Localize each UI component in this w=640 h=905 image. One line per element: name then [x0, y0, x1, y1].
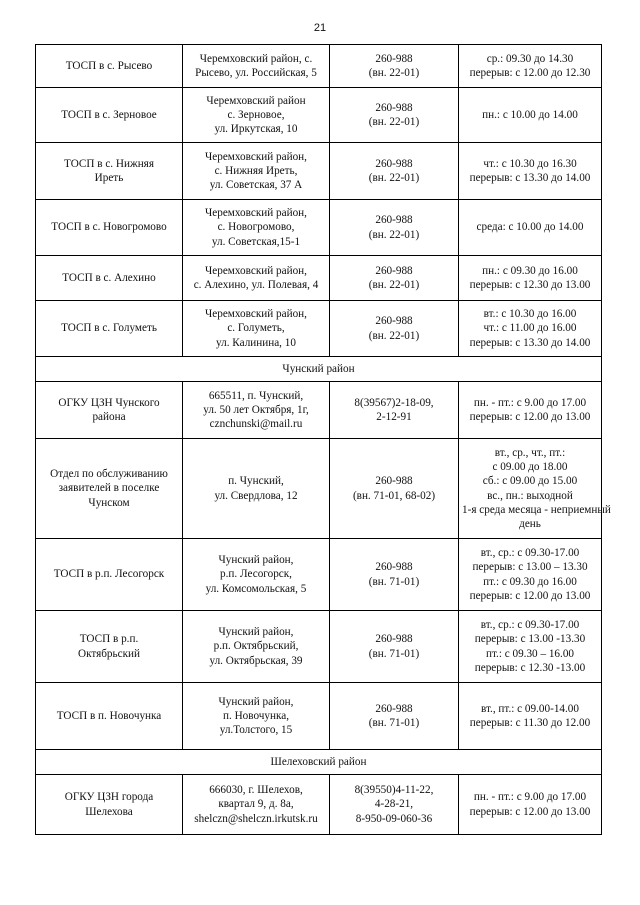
office-name-cell: [36, 439, 183, 539]
office-name-cell: [36, 143, 183, 200]
offices-table-body: [36, 45, 611, 835]
office-address-line: ул.Толстого, 15: [219, 724, 293, 737]
office-name-cell: [36, 88, 183, 143]
office-hours-line: вт., ср., чт., пт.:: [494, 446, 566, 459]
office-address-line: ул. Иркутская, 10: [214, 123, 298, 136]
office-hours-line: вт., ср.: с 09.30-17.00: [480, 546, 580, 559]
office-name-cell: [36, 539, 183, 611]
office-row: [36, 45, 602, 88]
office-phone-line: 260-988: [375, 633, 413, 646]
office-hours-cell: [459, 611, 602, 683]
office-hours-line: перерыв: с 11.30 до 12.00: [469, 717, 591, 729]
office-phone-cell: [330, 611, 459, 683]
office-row: [36, 683, 602, 750]
office-hours-line: пт.: с 09.30 – 16.00: [485, 647, 575, 660]
office-name-line: ТОСП в с. Голуметь: [61, 322, 157, 335]
office-phone-line: 260-988: [375, 475, 413, 488]
office-hours-line: пн. - пт.: с 9.00 до 17.00: [473, 791, 587, 804]
office-hours-line: перерыв: с 12.00 до 12.30: [469, 67, 591, 79]
office-hours-cell: [459, 256, 602, 301]
office-address-line: 666030, г. Шелехов,: [209, 784, 303, 796]
office-address-cell: [183, 611, 330, 683]
office-address-line: р.п. Лесогорск,: [220, 568, 292, 581]
office-address-cell: [183, 200, 330, 256]
office-hours-line: перерыв: с 12.30 -13.00: [474, 661, 586, 674]
office-hours-line: перерыв: с 13.00 -13.30: [474, 633, 586, 646]
office-phone-cell: [330, 88, 459, 143]
office-phone-line: 4-28-21,: [374, 798, 414, 811]
office-name-cell: [36, 200, 183, 256]
office-hours-line: перерыв: с 13.30 до 14.00: [469, 336, 591, 349]
office-row: [36, 301, 602, 357]
office-hours-line: перерыв: с 13.30 до 14.00: [469, 172, 591, 184]
office-phone-cell: [330, 683, 459, 750]
office-phone-cell: [330, 382, 459, 439]
office-name-cell: [36, 45, 183, 88]
office-hours-line: перерыв: с 12.30 до 13.00: [469, 279, 591, 291]
office-name-cell: [36, 256, 183, 301]
office-phone-cell: [330, 539, 459, 611]
office-address-line: ул. Комсомольская, 5: [205, 582, 307, 595]
office-hours-line: перерыв: с 12.00 до 13.00: [469, 589, 591, 602]
district-header-row: [36, 357, 602, 382]
office-phone-line: 260-988: [375, 315, 413, 328]
office-address-line: ул. Свердлова, 12: [214, 489, 298, 502]
office-phone-line: (вн. 71-01, 68-02): [352, 489, 436, 502]
office-address-line: квартал 9, д. 8а,: [218, 798, 294, 811]
office-hours-line: вт.: с 10.30 до 16.00: [483, 308, 577, 320]
office-row: [36, 775, 602, 835]
office-phone-line: 260-988: [375, 101, 413, 114]
office-address-line: с. Голуметь,: [227, 322, 285, 335]
office-address-line: р.п. Октябрьский,: [213, 640, 299, 653]
office-phone-line: 8-950-09-060-36: [355, 812, 433, 825]
office-phone-line: (вн. 22-01): [368, 279, 420, 291]
office-hours-line: сб.: с 09.00 до 15.00: [482, 475, 578, 488]
office-address-cell: [183, 88, 330, 143]
office-phone-line: 260-988: [375, 702, 413, 715]
office-address-line: Чунский район,: [218, 554, 294, 566]
office-hours-line: чт.: с 11.00 до 16.00: [483, 322, 577, 335]
office-phone-cell: [330, 45, 459, 88]
office-hours-line: день: [519, 518, 541, 531]
office-hours-line: среда: с 10.00 до 14.00: [476, 221, 584, 234]
office-phone-line: (вн. 22-01): [368, 329, 420, 342]
office-phone-line: (вн. 22-01): [368, 172, 420, 184]
district-title: Шелеховский район: [36, 750, 602, 775]
office-address-cell: [183, 539, 330, 611]
office-name-line: заявителей в поселке: [58, 482, 160, 495]
office-name-cell: [36, 611, 183, 683]
office-name-cell: [36, 382, 183, 439]
office-hours-cell: [459, 439, 611, 539]
office-address-cell: [183, 439, 330, 539]
office-name-line: ОГКУ ЦЗН города: [64, 791, 154, 804]
office-hours-line: перерыв: с 13.00 – 13.30: [472, 561, 588, 574]
office-address-line: ул. Советская,15-1: [211, 235, 301, 248]
office-address-cell: [183, 683, 330, 750]
office-name-line: Чунском: [88, 496, 130, 509]
office-address-line: 665511, п. Чунский,: [208, 389, 304, 402]
office-hours-cell: [459, 200, 602, 256]
office-address-line: ул. Октябрьская, 39: [209, 654, 303, 667]
office-hours-cell: [459, 775, 602, 835]
office-name-line: ТОСП в с. Новогромово: [51, 221, 167, 234]
office-phone-line: 8(39567)2-18-09,: [354, 396, 434, 409]
office-phone-line: 2-12-91: [376, 411, 412, 423]
office-address-cell: [183, 45, 330, 88]
office-phone-line: 8(39550)4-11-22,: [354, 784, 434, 796]
office-hours-line: пн. - пт.: с 9.00 до 17.00: [473, 396, 587, 409]
office-address-cell: [183, 143, 330, 200]
office-address-line: Черемховский район, с.: [199, 52, 313, 65]
office-address-line: п. Чунский,: [228, 475, 284, 488]
office-name-line: ТОСП в с. Зерновое: [61, 108, 157, 121]
office-address-line: с. Зерновое,: [227, 108, 285, 121]
office-row: [36, 256, 602, 301]
office-address-line: Черемховский район,: [205, 150, 307, 163]
office-name-line: ТОСП в с. Рысево: [65, 59, 153, 72]
district-header-row: [36, 750, 602, 775]
office-hours-line: чт.: с 10.30 до 16.30: [483, 157, 577, 170]
office-phone-line: (вн. 22-01): [368, 228, 420, 241]
office-name-cell: [36, 683, 183, 750]
office-hours-cell: [459, 88, 602, 143]
office-address-line: Черемховский район,: [205, 264, 307, 277]
office-phone-cell: [330, 256, 459, 301]
office-row: [36, 439, 602, 539]
office-address-line: shelczn@shelczn.irkutsk.ru: [194, 812, 318, 825]
office-address-line: п. Новочунка,: [223, 709, 289, 722]
office-phone-line: (вн. 71-01): [368, 717, 420, 729]
office-hours-line: перерыв: с 12.00 до 13.00: [469, 411, 591, 423]
office-name-cell: [36, 301, 183, 357]
office-name-line: Шелехова: [85, 805, 133, 818]
office-phone-cell: [330, 200, 459, 256]
office-row: [36, 88, 602, 143]
office-phone-line: (вн. 71-01): [368, 575, 420, 588]
office-address-line: ул. Калинина, 10: [216, 336, 296, 349]
office-name-line: ТОСП в п. Новочунка: [56, 709, 162, 722]
office-hours-cell: [459, 143, 602, 200]
office-address-cell: [183, 775, 330, 835]
office-row: [36, 200, 602, 256]
office-hours-cell: [459, 301, 602, 357]
office-phone-line: 260-988: [375, 157, 413, 170]
office-address-cell: [183, 382, 330, 439]
office-phone-line: 260-988: [375, 214, 413, 227]
offices-table: [35, 44, 611, 835]
office-address-line: Черемховский район,: [205, 207, 307, 219]
office-name-line: Иреть: [94, 172, 124, 184]
office-phone-cell: [330, 301, 459, 357]
office-hours-cell: [459, 683, 602, 750]
office-name-cell: [36, 775, 183, 835]
page-number: 21: [313, 22, 327, 34]
office-phone-cell: [330, 143, 459, 200]
office-hours-line: 1-я среда месяца - неприемный: [462, 503, 611, 516]
office-hours-line: пн.: с 10.00 до 14.00: [482, 108, 578, 121]
office-hours-cell: [459, 45, 602, 88]
office-address-line: с. Новогромово,: [217, 221, 295, 234]
office-address-line: ул. 50 лет Октября, 1г,: [203, 403, 309, 416]
office-address-line: с. Алехино, ул. Полевая, 4: [193, 279, 319, 291]
office-hours-line: с 09.00 до 18.00: [492, 460, 568, 473]
office-hours-line: вт., ср.: с 09.30-17.00: [480, 618, 580, 631]
office-address-line: Черемховский район,: [205, 308, 307, 320]
office-hours-line: пт.: с 09.30 до 16.00: [483, 575, 577, 588]
office-hours-cell: [459, 539, 602, 611]
district-title: Чунский район: [36, 357, 602, 382]
office-phone-line: (вн. 22-01): [368, 116, 420, 128]
office-row: [36, 611, 602, 683]
office-name-line: района: [92, 411, 126, 423]
office-phone-cell: [330, 775, 459, 835]
office-phone-line: (вн. 71-01): [368, 647, 420, 660]
office-name-line: ТОСП в с. Алехино: [62, 271, 156, 284]
office-hours-line: перерыв: с 12.00 до 13.00: [469, 805, 591, 818]
office-name-line: Отдел по обслуживанию: [50, 468, 168, 480]
office-address-cell: [183, 301, 330, 357]
office-address-line: Черемховский район: [206, 94, 306, 107]
office-address-cell: [183, 256, 330, 301]
office-name-line: ТОСП в с. Нижняя: [64, 157, 154, 170]
office-name-line: ОГКУ ЦЗН Чунского: [58, 396, 160, 409]
office-row: [36, 143, 602, 200]
office-address-line: cznchunski@mail.ru: [209, 418, 303, 431]
office-address-line: Чунский район,: [218, 695, 294, 708]
office-address-line: ул. Советская, 37 А: [209, 179, 303, 192]
office-address-line: с. Нижняя Иреть,: [214, 164, 298, 177]
office-name-line: Октябрьский: [77, 647, 141, 660]
office-address-line: Чунский район,: [218, 626, 294, 638]
office-name-line: ТОСП в р.п. Лесогорск: [53, 568, 165, 581]
office-hours-cell: [459, 382, 602, 439]
office-phone-cell: [330, 439, 459, 539]
office-row: [36, 382, 602, 439]
office-hours-line: вс., пн.: выходной: [487, 489, 573, 502]
office-phone-line: (вн. 22-01): [368, 67, 420, 79]
office-hours-line: пн.: с 09.30 до 16.00: [482, 264, 578, 277]
office-hours-line: вт., пт.: с 09.00-14.00: [480, 702, 579, 715]
office-phone-line: 260-988: [375, 561, 413, 574]
office-name-line: ТОСП в р.п.: [79, 633, 139, 646]
office-row: [36, 539, 602, 611]
office-phone-line: 260-988: [375, 264, 413, 277]
office-address-line: Рысево, ул. Российская, 5: [195, 67, 317, 79]
office-hours-line: ср.: 09.30 до 14.30: [486, 52, 574, 65]
office-phone-line: 260-988: [375, 52, 413, 65]
